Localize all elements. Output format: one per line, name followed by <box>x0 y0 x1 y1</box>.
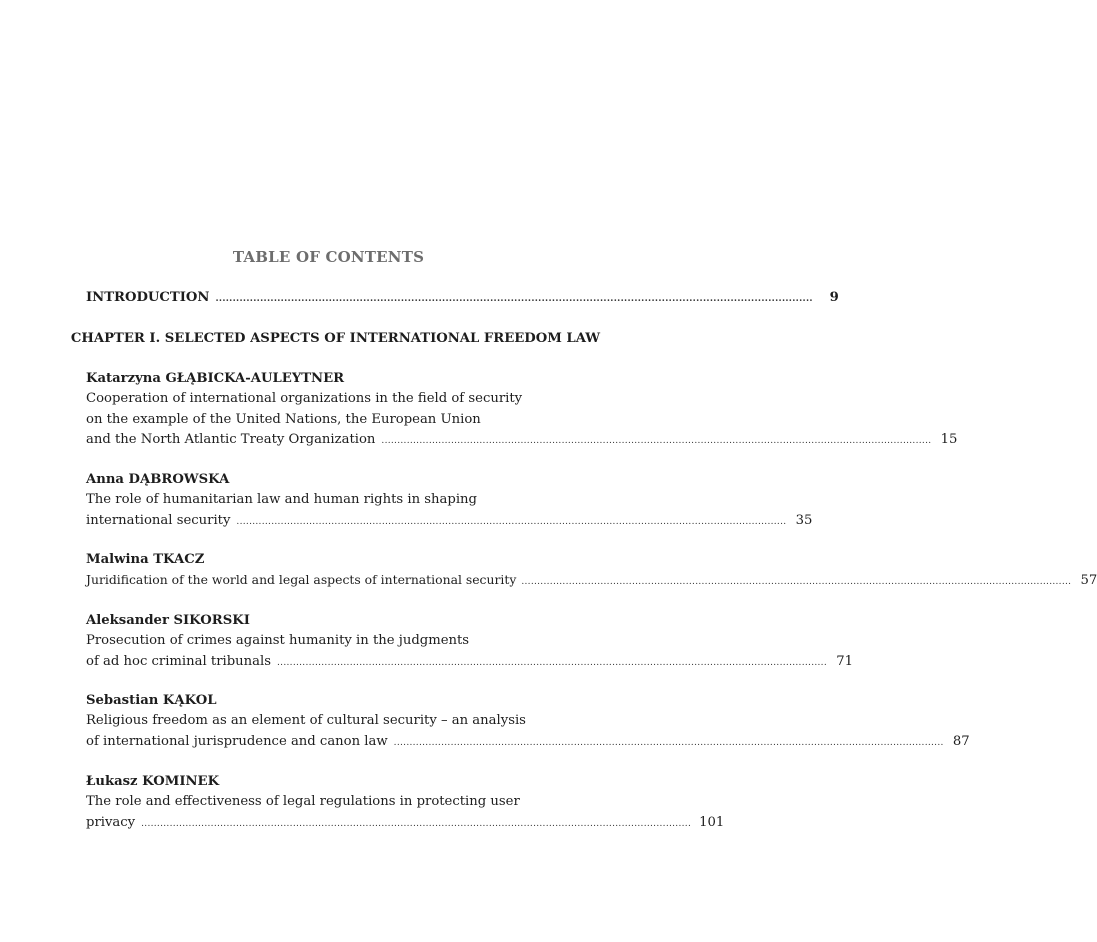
dot-leader: .............................................................................................................................................................................. <box>277 657 827 668</box>
introduction-label: INTRODUCTION <box>86 290 210 305</box>
toc-entry[interactable] <box>86 550 1097 591</box>
page-number: 71 <box>836 653 853 669</box>
page-number: 35 <box>795 512 813 528</box>
entry-title-line: of international jurisprudence and canon law <box>86 733 388 749</box>
page-number: 15 <box>940 431 958 447</box>
entry-author: Sebastian KĄKOL <box>86 693 217 708</box>
entry-author: Aleksander SIKORSKI <box>86 613 250 628</box>
toc-introduction[interactable] <box>86 288 839 308</box>
page-number: 101 <box>699 814 725 830</box>
entry-author: Katarzyna GŁĄBICKA-AULEYTNER <box>86 371 345 386</box>
dot-leader: .............................................................................................................................................................................. <box>393 737 944 748</box>
toc-entry[interactable] <box>86 611 853 672</box>
entry-title-line: Religious freedom as an element of cultural security – an analysis <box>86 713 526 729</box>
entry-title-line: The role of humanitarian law and human rights in shaping <box>86 492 477 508</box>
dot-leader: .............................................................................................................................................................................. <box>236 516 787 527</box>
entry-author: Anna DĄBROWSKA <box>86 472 230 487</box>
entry-title-line: of ad hoc criminal tribunals <box>86 653 272 669</box>
entry-title-line: Prosecution of crimes against humanity in the judgments <box>86 633 470 649</box>
entry-title-line: Juridification of the world and legal aspects of international security <box>86 572 517 588</box>
entry-title-line: international security <box>86 512 231 528</box>
chapter-heading: CHAPTER I. SELECTED ASPECTS OF INTERNATIONAL FREEDOM LAW <box>70 331 601 346</box>
page-title: TABLE OF CONTENTS <box>232 248 425 266</box>
entry-author: Łukasz KOMINEK <box>86 774 220 789</box>
toc-entry[interactable] <box>86 772 725 833</box>
page-number: 9 <box>829 290 839 305</box>
entry-author: Malwina TKACZ <box>86 552 205 567</box>
dot-leader: .............................................................................................................................................................................. <box>381 435 932 446</box>
dot-leader: .............................................................................................................................................................................. <box>215 294 813 304</box>
toc-entry[interactable] <box>86 369 958 450</box>
entry-title-line: privacy <box>86 814 136 830</box>
dot-leader: .............................................................................................................................................................................. <box>141 818 692 829</box>
entry-title-line: and the North Atlantic Treaty Organization <box>86 431 376 447</box>
toc-entry[interactable] <box>86 470 813 531</box>
entry-title-line: The role and effectiveness of legal regulations in protecting user <box>86 794 520 810</box>
page-number: 57 <box>1080 573 1097 589</box>
entry-title-line: Cooperation of international organizations in the field of security <box>86 391 523 407</box>
entry-title-line: on the example of the United Nations, the European Union <box>86 411 481 427</box>
page-number: 87 <box>952 733 970 749</box>
dot-leader: .............................................................................................................................................................................. <box>521 577 1072 588</box>
toc-entry[interactable] <box>86 691 970 752</box>
